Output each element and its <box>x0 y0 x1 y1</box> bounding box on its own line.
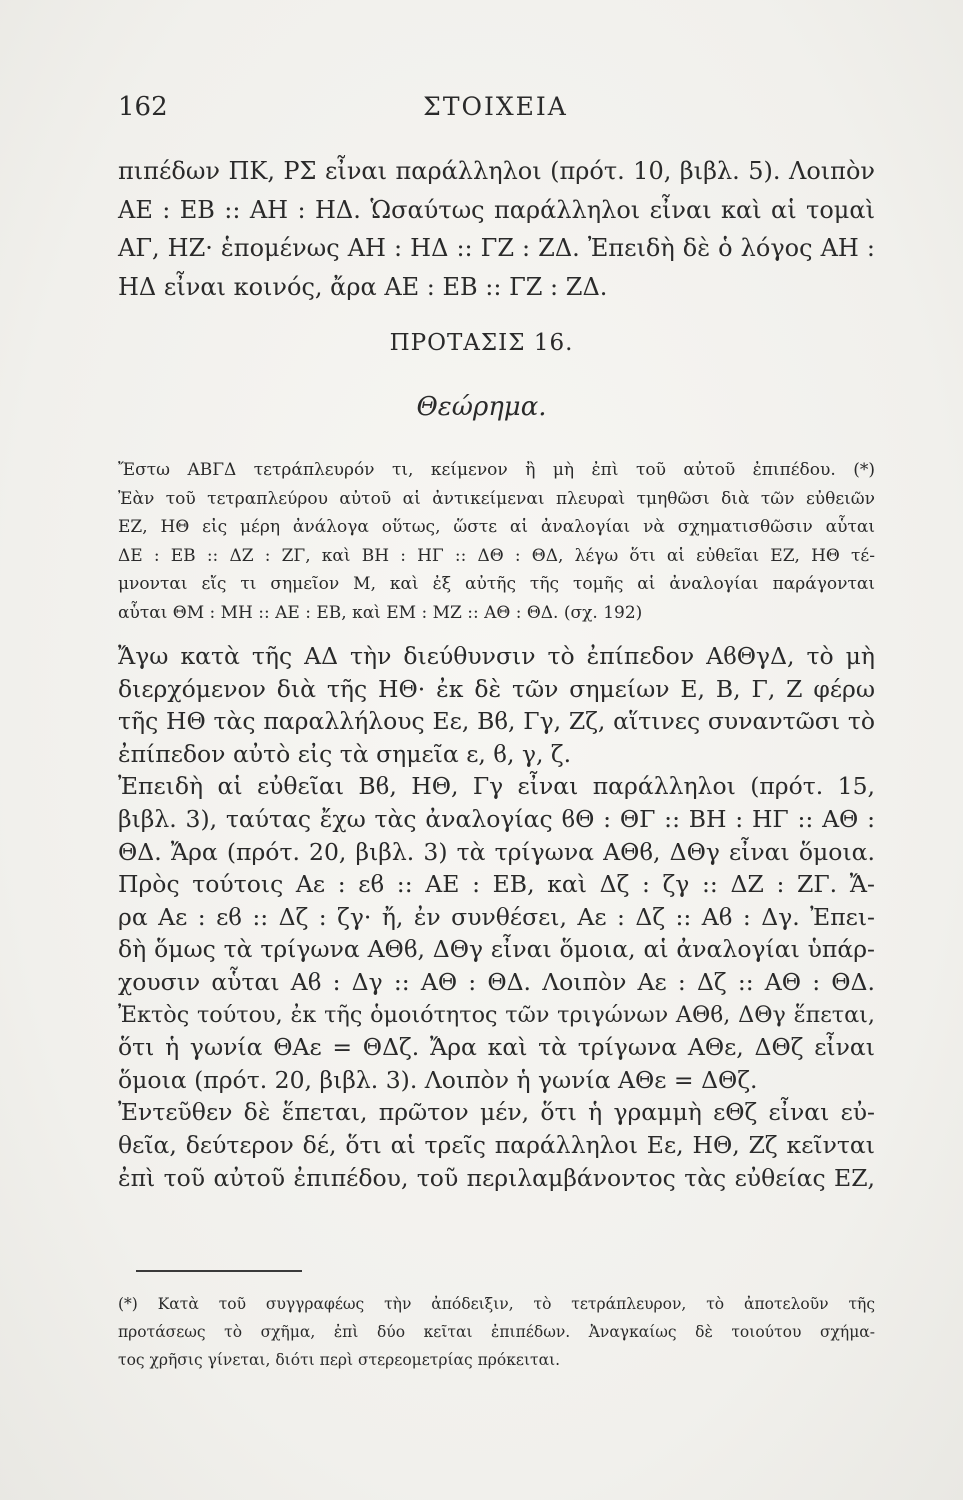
text-line: ὅτι ἡ γωνία ΘΑε = ΘΔζ. Ἄρα καὶ τὰ τρίγωνα ΑΘε, ΔΘζ εἶναι <box>118 1033 875 1062</box>
text-line: ΑΓ, ΗΖ· ἑπομένως ΑΗ : ΗΔ :: ΓΖ : ΖΔ. Ἐπειδὴ δὲ ὁ λόγος ΑΗ : <box>118 234 875 262</box>
text-line: ρα Αε : εϐ :: Δζ : ζγ· ἤ, ἐν συνθέσει, Αε : Δζ :: Αϐ : Δγ. Ἐπει- <box>118 902 875 931</box>
text-line: ὅμοια (πρότ. 20, βιβλ. 3). Λοιπὸν ἡ γωνία ΑΘε = ΔΘζ. <box>118 1065 758 1094</box>
text-line: Ἄγω κατὰ τῆς ΑΔ τὴν διεύθυνσιν τὸ ἐπίπεδον ΑϐΘγΔ, τὸ μὴ <box>118 642 875 670</box>
text-line: ΘΔ. Ἄρα (πρότ. 20, βιβλ. 3) τὰ τρίγωνα ΑΘϐ, ΔΘγ εἶναι ὅμοια. <box>118 837 875 866</box>
text-line: ΑΕ : ΕΒ :: ΑΗ : ΗΔ. Ὡσαύτως παράλληλοι εἶναι καὶ αἱ τομαὶ <box>118 195 875 224</box>
text-line: αὗται ΘΜ : ΜΗ :: ΑΕ : ΕΒ, καὶ ΕΜ : ΜΖ :: ΑΘ : ΘΔ. (σχ. 192) <box>118 602 643 623</box>
text-line: Ἐκτὸς τούτου, ἐκ τῆς ὁμοιότητος τῶν τριγώνων ΑΘϐ, ΔΘγ ἕπεται, <box>118 1001 875 1028</box>
running-title: ΣΤΟΙΧΕΙΑ <box>423 92 568 121</box>
proposition-title: ΠΡΟΤΑΣΙΣ 16. <box>389 330 574 356</box>
text-line: ΗΔ εἶναι κοινός, ἄρα ΑΕ : ΕΒ :: ΓΖ : ΖΔ. <box>118 272 608 301</box>
proof-text <box>118 640 875 1194</box>
footnote-line: τος χρῆσις γίνεται, διότι περὶ στερεομετρίας πρόκειται. <box>118 1351 561 1369</box>
text-line: Ἔστω ΑΒΓΔ τετράπλευρόν τι, κείμενον ἢ μὴ ἐπὶ τοῦ αὐτοῦ ἐπιπέδου. (*) <box>118 460 875 480</box>
text-line: ΔΕ : ΕΒ :: ΔΖ : ΖΓ, καὶ ΒΗ : ΗΓ :: ΔΘ : ΘΔ, λέγω ὅτι αἱ εὐθεῖαι ΕΖ, ΗΘ τέ- <box>118 545 875 566</box>
text-line: Ἐπειδὴ αἱ εὐθεῖαι Βϐ, ΗΘ, Γγ εἶναι παράλληλοι (πρότ. 15, <box>118 772 875 801</box>
footnote <box>118 1290 875 1374</box>
text-line: διερχόμενον διὰ τῆς ΗΘ· ἐκ δὲ τῶν σημείων Ε, Β, Γ, Ζ φέρω <box>118 674 875 703</box>
text-line: Ἐὰν τοῦ τετραπλεύρου αὐτοῦ αἱ ἀντικείμεναι πλευραὶ τμηθῶσι διὰ τῶν εὐθειῶν <box>118 488 875 509</box>
text-line: θεῖα, δεύτερον δέ, ὅτι αἱ τρεῖς παράλληλοι Εε, ΗΘ, Ζζ κεῖνται <box>118 1130 875 1159</box>
text-line: Ἐντεῦθεν δὲ ἕπεται, πρῶτον μέν, ὅτι ἡ γραμμὴ εΘζ εἶναι εὐ- <box>118 1098 875 1127</box>
footnote-line: (*) Κατὰ τοῦ συγγραφέως τὴν ἀπόδειξιν, τὸ τετράπλευρον, τὸ ἀποτελοῦν τῆς <box>118 1295 875 1313</box>
text-line: ΕΖ, ΗΘ εἰς μέρη ἀνάλογα οὕτως, ὥστε αἱ ἀναλογίαι νὰ σχηματισθῶσιν αὗται <box>118 517 875 538</box>
opening-paragraph <box>118 152 875 306</box>
text-line: βιβλ. 3), ταύτας ἔχω τὰς ἀναλογίας ϐΘ : ΘΓ :: ΒΗ : ΗΓ :: ΑΘ : <box>118 804 875 833</box>
text-line: ἐπίπεδον αὐτὸ εἰς τὰ σημεῖα ε, ϐ, γ, ζ. <box>118 739 572 768</box>
footnote-divider <box>136 1270 302 1272</box>
text-line: χουσιν αὗται Αϐ : Δγ :: ΑΘ : ΘΔ. Λοιπὸν Αε : Δζ :: ΑΘ : ΘΔ. <box>118 967 875 996</box>
theorem-label: Θεώρημα. <box>416 392 547 422</box>
page-number: 162 <box>118 92 168 122</box>
text-line: πιπέδων ΠΚ, ΡΣ εἶναι παράλληλοι (πρότ. 10, βιβλ. 5). Λοιπὸν <box>118 157 875 185</box>
text-line: ἐπὶ τοῦ αὐτοῦ ἐπιπέδου, τοῦ περιλαμβάνοντος τὰς εὐθείας ΕΖ, <box>118 1163 875 1192</box>
text-line: τῆς ΗΘ τὰς παραλλήλους Εε, Βϐ, Γγ, Ζζ, αἵτινες συναντῶσι τὸ <box>118 707 875 736</box>
page-header <box>118 92 873 132</box>
text-line: μνονται εἴς τι σημεῖον Μ, καὶ ἐξ αὐτῆς τῆς τομῆς αἱ ἀναλογίαι παράγονται <box>118 574 875 595</box>
footnote-line: προτάσεως τὸ σχῆμα, ἐπὶ δύο κεῖται ἐπιπέδων. Ἀναγκαίως δὲ τοιούτου σχήμα- <box>118 1323 875 1341</box>
theorem-statement <box>118 456 875 628</box>
text-line: Πρὸς τούτοις Αε : εϐ :: ΑΕ : ΕΒ, καὶ Δζ : ζγ :: ΔΖ : ΖΓ. Ἄ- <box>118 870 875 899</box>
text-line: δὴ ὅμως τὰ τρίγωνα ΑΘϐ, ΔΘγ εἶναι ὅμοια, αἱ ἀναλογίαι ὑπάρ- <box>118 935 875 964</box>
